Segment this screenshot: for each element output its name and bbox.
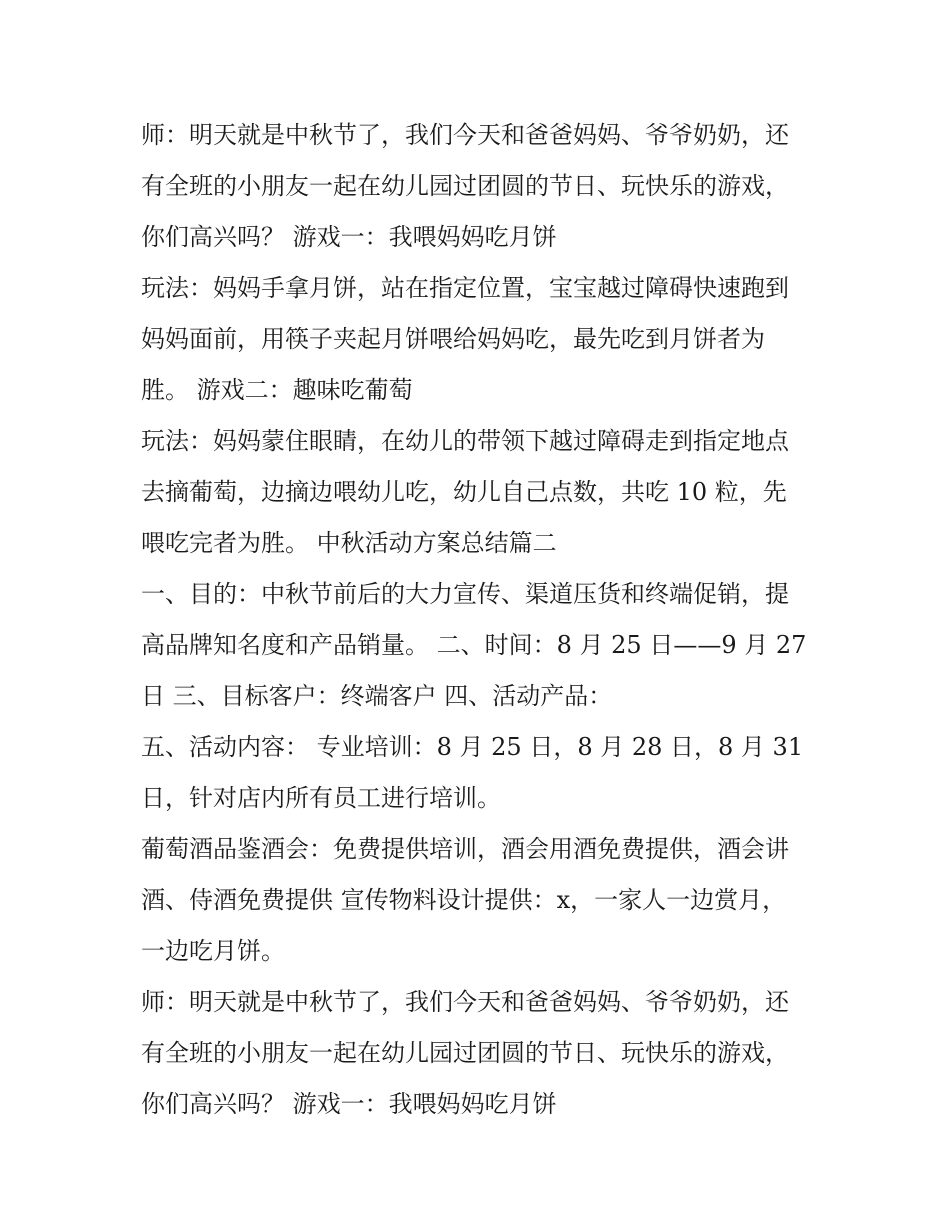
text-line: 日，针对店内所有员工进行培训。: [141, 784, 501, 812]
text-line: 有全班的小朋友一起在幼儿园过团圆的节日、玩快乐的游戏，: [141, 1039, 789, 1067]
text-line: 胜。 游戏二：趣味吃葡萄: [141, 376, 413, 404]
text-line: 去摘葡萄，边摘边喂幼儿吃，幼儿自己点数，共吃 10 粒，先: [141, 478, 787, 506]
text-line: 你们高兴吗？ 游戏一：我喂妈妈吃月饼: [141, 223, 557, 251]
text-line: 高品牌知名度和产品销量。 二、时间：8 月 25 日——9 月 27: [141, 631, 807, 659]
text-line: 喂吃完者为胜。 中秋活动方案总结篇二: [141, 529, 557, 557]
text-line: 一边吃月饼。: [141, 937, 285, 965]
text-line: 妈妈面前，用筷子夹起月饼喂给妈妈吃，最先吃到月饼者为: [141, 325, 765, 353]
body-text: [141, 110, 841, 1130]
text-line: 一、目的：中秋节前后的大力宣传、渠道压货和终端促销，提: [141, 580, 789, 608]
text-line: 师：明天就是中秋节了，我们今天和爸爸妈妈、爷爷奶奶，还: [141, 121, 789, 149]
text-line: 有全班的小朋友一起在幼儿园过团圆的节日、玩快乐的游戏，: [141, 172, 789, 200]
text-line: 葡萄酒品鉴酒会：免费提供培训，酒会用酒免费提供，酒会讲: [141, 835, 789, 863]
text-line: 五、活动内容： 专业培训：8 月 25 日，8 月 28 日，8 月 31: [141, 733, 804, 761]
text-line: 酒、侍酒免费提供 宣传物料设计提供：x，一家人一边赏月，: [141, 886, 787, 914]
text-line: 玩法：妈妈蒙住眼睛，在幼儿的带领下越过障碍走到指定地点: [141, 427, 789, 455]
text-line: 你们高兴吗？ 游戏一：我喂妈妈吃月饼: [141, 1090, 557, 1118]
text-line: 玩法：妈妈手拿月饼，站在指定位置，宝宝越过障碍快速跑到: [141, 274, 789, 302]
text-line: 师：明天就是中秋节了，我们今天和爸爸妈妈、爷爷奶奶，还: [141, 988, 789, 1016]
text-line: 日 三、目标客户：终端客户 四、活动产品：: [141, 682, 613, 710]
